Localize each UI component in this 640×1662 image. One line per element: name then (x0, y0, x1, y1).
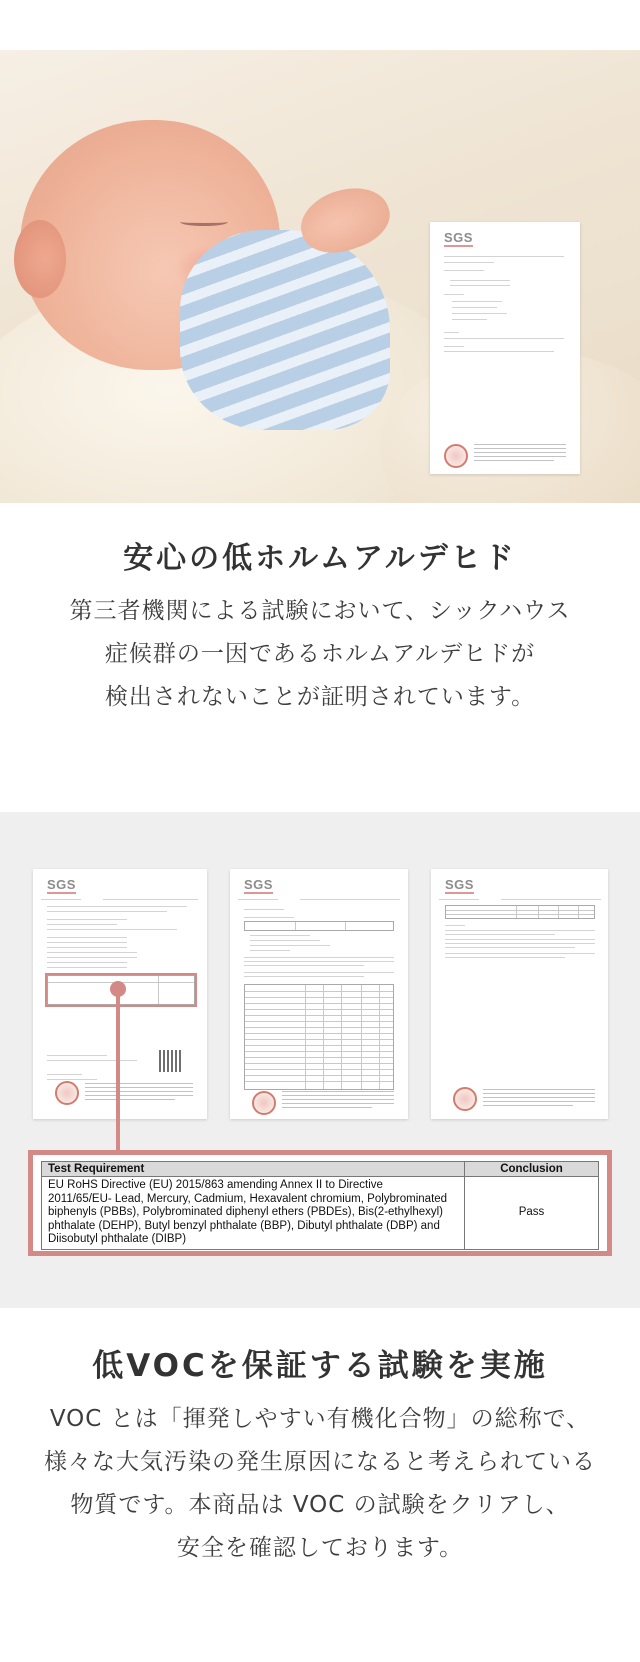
test-report-page-2 (230, 869, 408, 1119)
section-body-formaldehyde (0, 590, 640, 719)
body-line: 様々な大気汚染の発生原因になると考えられている (44, 1449, 596, 1475)
sgs-logo: SGS (47, 877, 76, 892)
baby-ear (14, 220, 66, 298)
sgs-seal-icon (444, 444, 468, 468)
hero-photo (0, 50, 640, 503)
body-line: 第三者機関による試験において、シックハウス (69, 598, 571, 624)
header-conclusion: Conclusion (465, 1162, 599, 1177)
sgs-report-thumbnail (430, 222, 580, 474)
sgs-seal-icon (453, 1087, 477, 1111)
requirement-text (42, 1177, 465, 1250)
sgs-logo: SGS (244, 877, 273, 892)
callout-connector (116, 985, 120, 1153)
body-line: 症候群の一因であるホルムアルデヒドが (104, 641, 536, 667)
section-title-formaldehyde: 安心の低ホルムアルデヒド (123, 541, 517, 576)
body-line: VOC とは「揮発しやすい有機化合物」の総称で、 (49, 1406, 591, 1432)
requirement-line: Diisobutyl phthalate (DIBP) (48, 1233, 187, 1246)
test-requirement-table (41, 1161, 599, 1250)
sgs-seal-icon (55, 1081, 79, 1105)
conclusion-pass: Pass (465, 1177, 599, 1250)
requirement-line: biphenyls (PBBs), Polybrominated diphenyl ethers (PBDEs), Bis(2-ethylhexyl) (48, 1206, 443, 1219)
requirement-line: EU RoHS Directive (EU) 2015/863 amending Annex II to Directive (48, 1179, 383, 1191)
body-line: 検出されないことが証明されています。 (104, 684, 536, 710)
callout-connector-dot (110, 981, 126, 997)
requirement-line: phthalate (DEHP), Butyl benzyl phthalate (BBP), Dibutyl phthalate (DBP) and (48, 1219, 440, 1232)
test-report-page-3 (431, 869, 608, 1119)
body-line: 安全を確認しております。 (176, 1535, 464, 1561)
section-title-low-voc: 低VOCを保証する試験を実施 (92, 1348, 548, 1384)
body-line: 物質です。本商品は VOC の試験をクリアし、 (70, 1492, 570, 1518)
test-requirement-callout (28, 1150, 612, 1256)
sgs-logo: SGS (445, 877, 474, 892)
qr-code-icon (159, 1050, 181, 1072)
sgs-seal-icon (252, 1091, 276, 1115)
requirement-line: 2011/65/EU- Lead, Mercury, Cadmium, Hexavalent chromium, Polybrominated (48, 1192, 448, 1205)
section-body-low-voc (0, 1398, 640, 1570)
striped-sleeve (180, 230, 390, 430)
header-test-requirement: Test Requirement (42, 1162, 465, 1177)
baby-closed-eye (180, 218, 228, 226)
sgs-logo: SGS (444, 230, 473, 245)
